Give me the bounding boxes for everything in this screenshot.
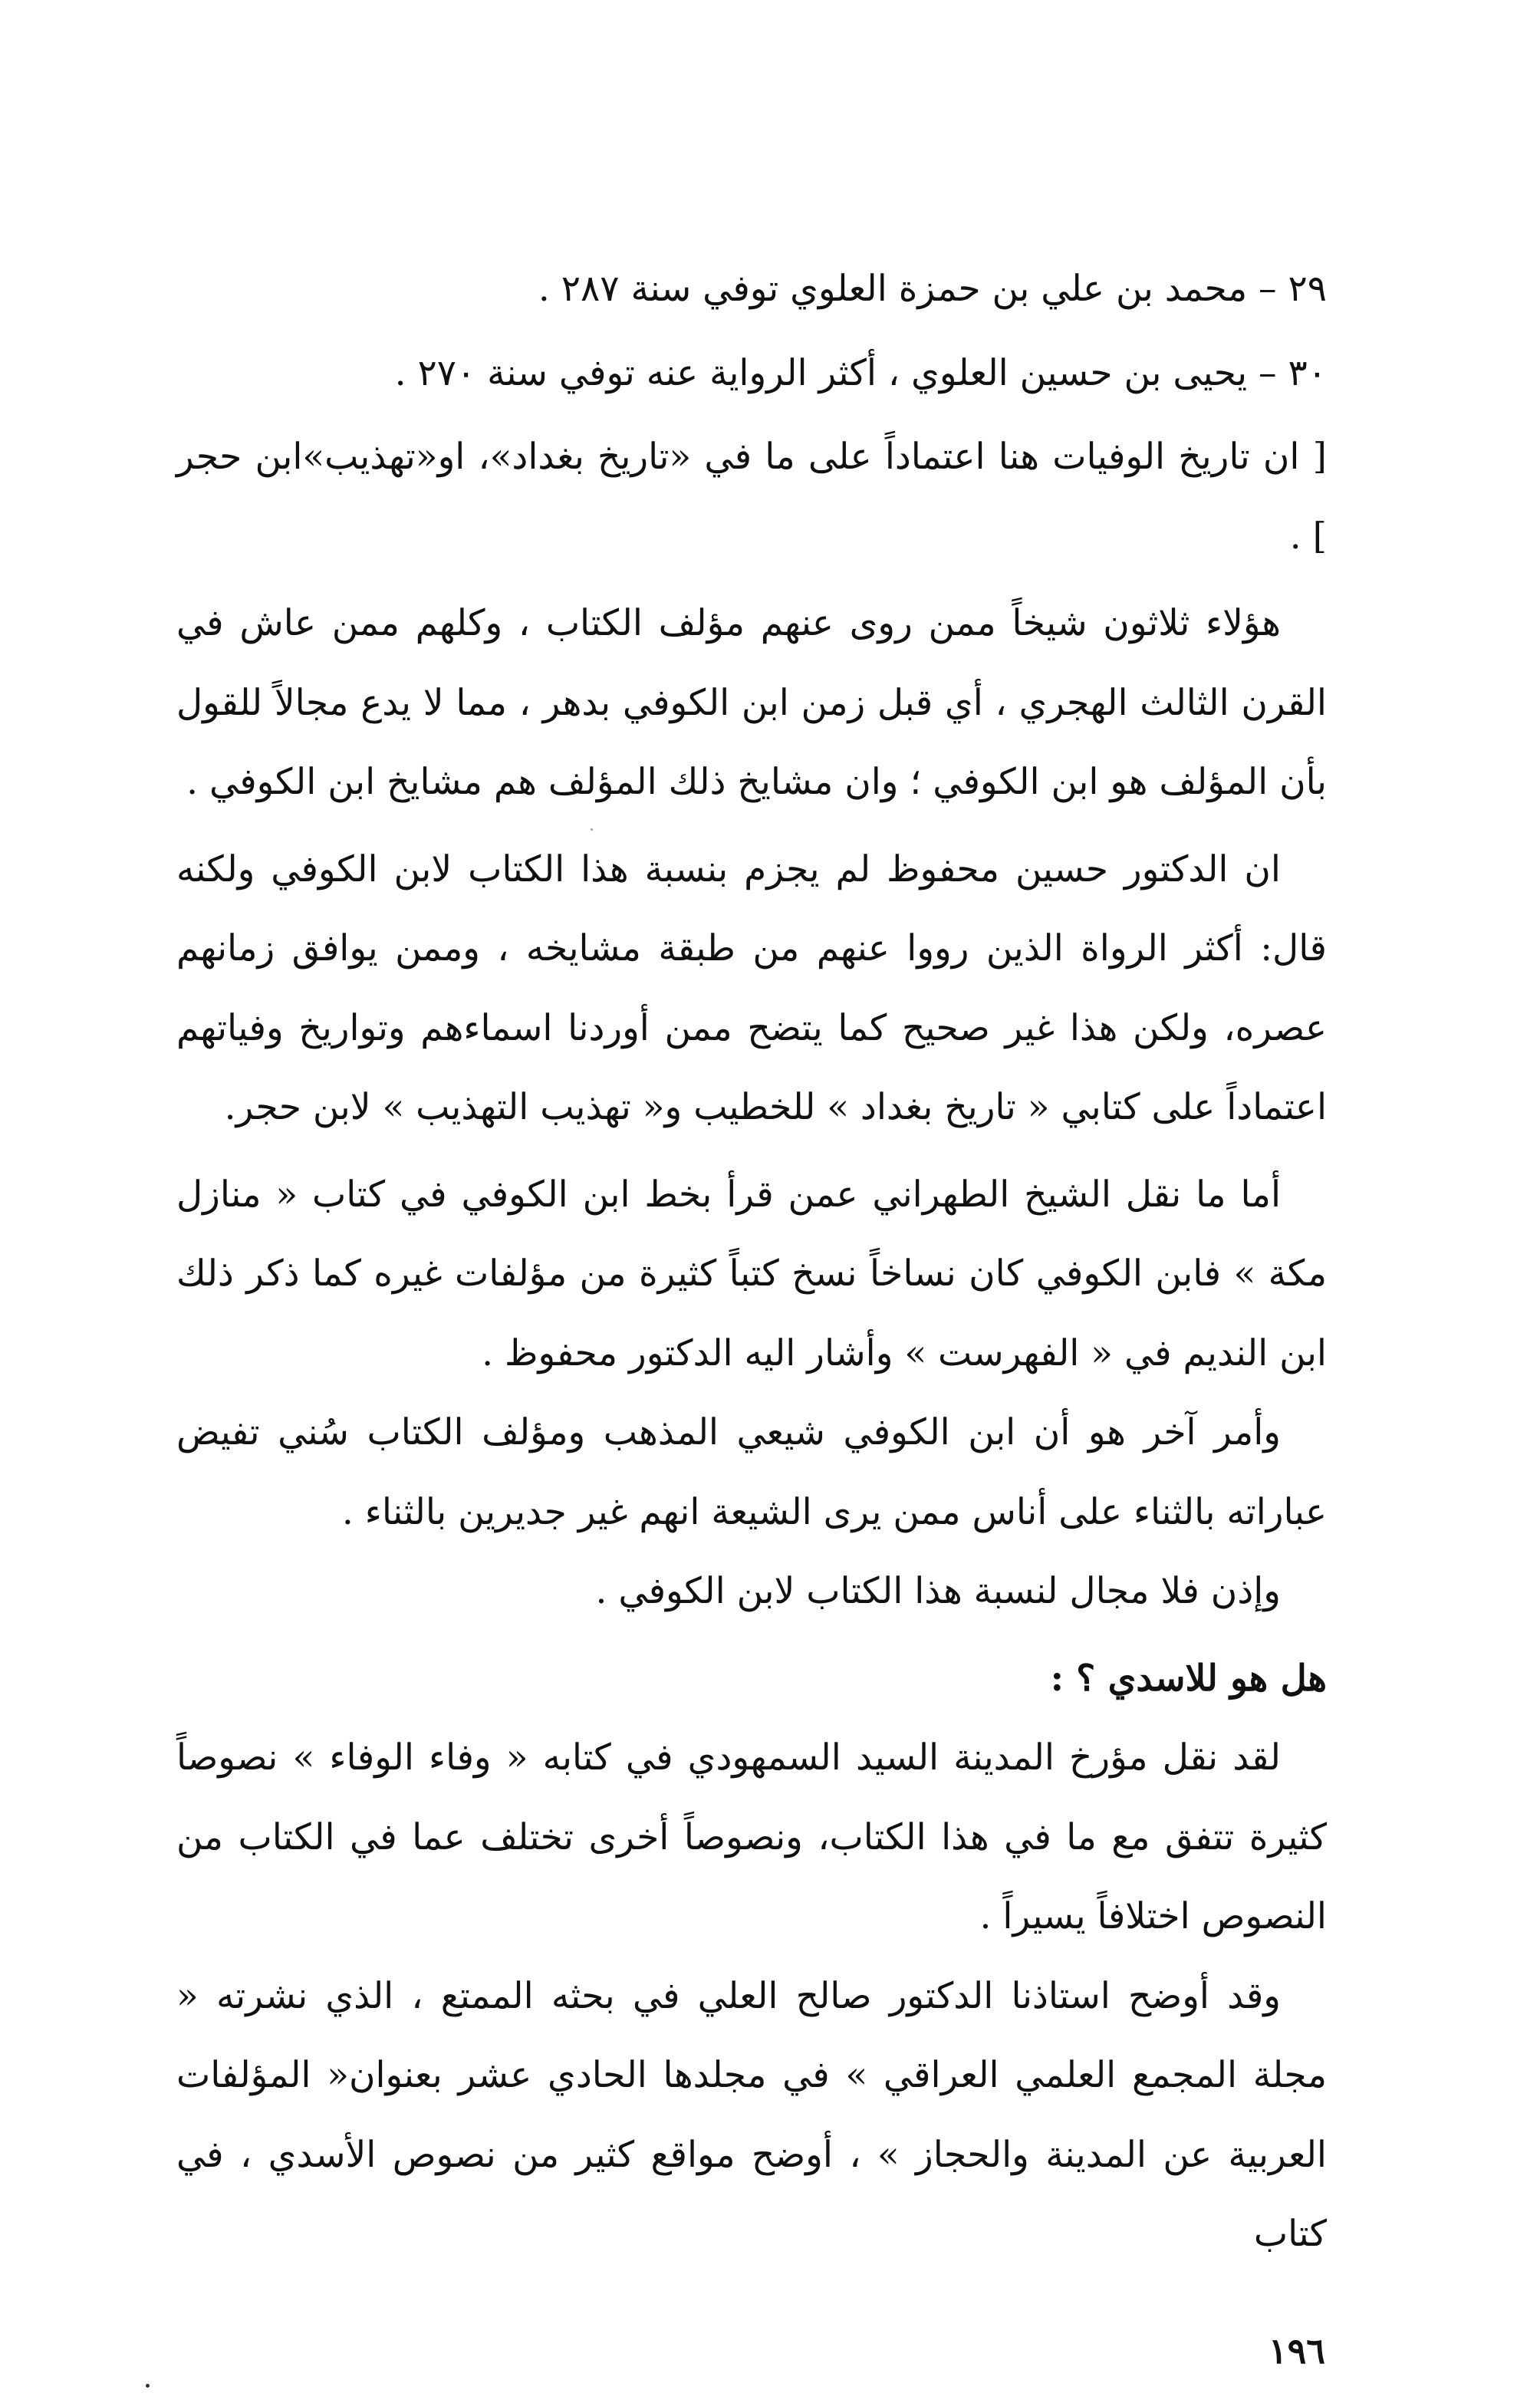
paragraph-tehrani: أما ما نقل الشيخ الطهراني عمن قرأ بخط ابن الكوفي في كتاب « منازل مكة » فابن الكوفي كان نساخاً نسخ كتباً كثيرة من مؤلفات غيره كما ذكر ذلك ابن النديم في « الفهرست » وأشار اليه الدكتور محفوظ .: [176, 1173, 1327, 1374]
section-heading: هل هو للاسدي ؟ :: [1050, 1657, 1327, 1700]
paragraph-salih-al-ali: وقد أوضح استاذنا الدكتور صالح العلي في بحثه الممتع ، الذي نشرته « مجلة المجمع العلمي العراقي » في مجلدها الحادي عشر بعنوان« المؤلفات العربية عن المدينة والحجاز » ، أوضح مواقع كثير من نصوص الأسدي ، في كتاب: [176, 1974, 1327, 2255]
paragraph-madhhab: وأمر آخر هو أن ابن الكوفي شيعي المذهب ومؤلف الكتاب سُني تفيض عباراته بالثناء على أناس ممن يرى الشيعة انهم غير جديرين بالثناء .: [176, 1411, 1327, 1533]
paragraph-conclusion: وإذن فلا مجال لنسبة هذا الكتاب لابن الكوفي .: [595, 1570, 1281, 1612]
paragraph-shaykhs: هؤلاء ثلاثون شيخاً ممن روى عنهم مؤلف الكتاب ، وكلهم ممن عاش في القرن الثالث الهجري ، أي قبل زمن ابن الكوفي بدهر ، مما لا يدع مجالاً للقول بأن المؤلف هو ابن الكوفي ؛ وان مشايخ ذلك المؤلف هم مشايخ ابن الكوفي .: [176, 602, 1327, 803]
editor-note: [ ان تاريخ الوفيات هنا اعتماداً على ما في «تاريخ بغداد»، او«تهذيب»ابن حجر ] .: [176, 436, 1327, 558]
body-text: [176, 249, 1327, 2274]
list-item-30: ٣٠ – يحيى بن حسين العلوي ، أكثر الرواية عنه توفي سنة ٢٧٠ .: [394, 351, 1327, 394]
scan-speck: [146, 2384, 150, 2388]
list-item-29: ٢٩ – محمد بن علي بن حمزة العلوي توفي سنة ٢٨٧ .: [538, 268, 1327, 310]
scan-speck: [591, 828, 593, 831]
paragraph-mahfouz: ان الدكتور حسين محفوظ لم يجزم بنسبة هذا الكتاب لابن الكوفي ولكنه قال: أكثر الرواة الذين رووا عنهم من طبقة مشايخه ، وممن يوافق زمانهم عصره، ولكن هذا غير صحيح كما يتضح ممن أوردنا اسماءهم وتواريخ وفياتهم اعتماداً على كتابي « تاريخ بغداد » للخطيب و« تهذيب التهذيب » لابن حجر.: [176, 848, 1327, 1128]
paragraph-samhudi: لقد نقل مؤرخ المدينة السيد السمهودي في كتابه « وفاء الوفاء » نصوصاً كثيرة تتفق مع ما في هذا الكتاب، ونصوصاً أخرى تختلف عما في الكتاب من النصوص اختلافاً يسيراً .: [176, 1736, 1327, 1937]
page-number: ١٩٦: [1268, 2330, 1325, 2372]
